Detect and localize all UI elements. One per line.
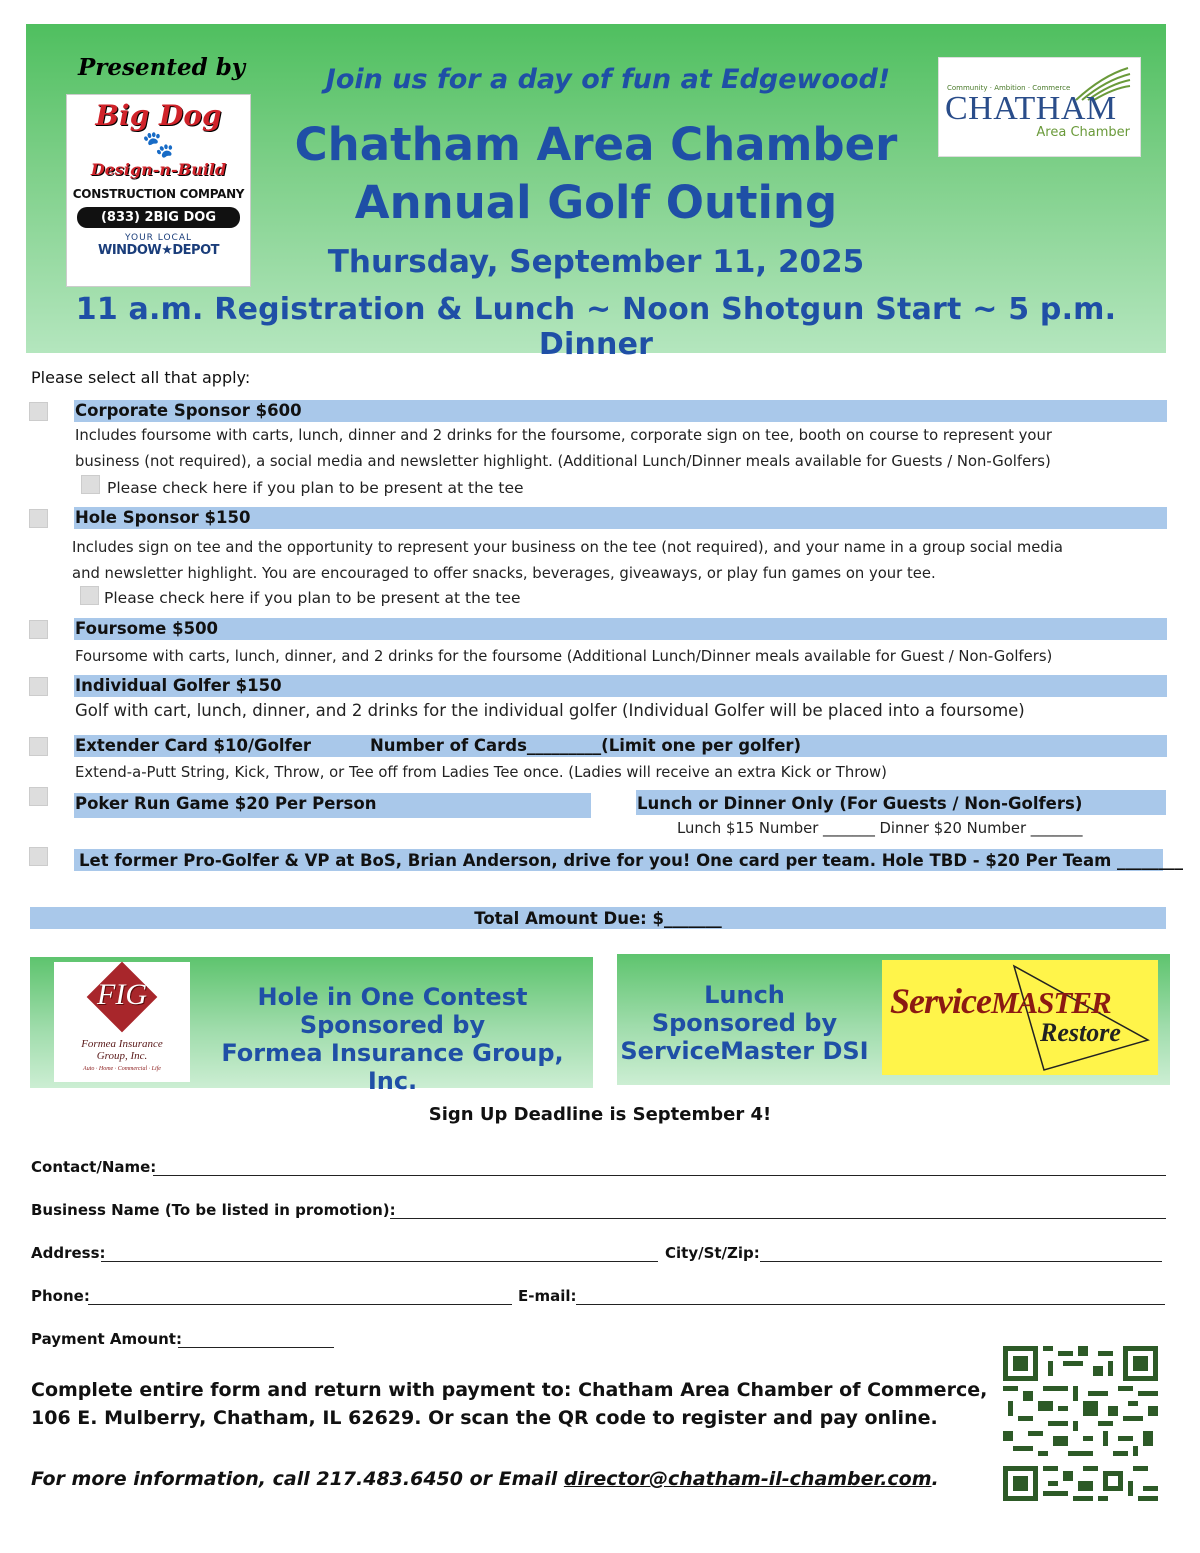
servicemaster-service: Service (890, 981, 991, 1021)
hole-desc-2: and newsletter highlight. You are encouraged to offer snacks, beverages, giveaways, or play fun games on your tee. (72, 565, 936, 582)
individual-golfer-label: Individual Golfer $150 (74, 675, 1167, 697)
big-dog-logo (66, 94, 251, 287)
hole-in-one-text (195, 983, 590, 1095)
chatham-tagline: Community · Ambition · Commerce (947, 84, 1071, 92)
return-instructions (31, 1376, 991, 1432)
hole-in-one-line-1: Hole in One Contest (257, 983, 528, 1011)
more-info (31, 1468, 939, 1490)
chatham-logo (938, 57, 1141, 157)
hole-sponsor-checkbox[interactable] (29, 509, 48, 528)
meals-only-detail[interactable]: Lunch $15 Number _______ Dinner $20 Number _______ (677, 820, 1083, 837)
extender-number-of-cards[interactable]: Number of Cards_________(Limit one per golfer) (370, 736, 802, 755)
paw-icon: 🐾 (142, 130, 175, 160)
presented-by: Presented by (78, 54, 246, 81)
corporate-sponsor-label: Corporate Sponsor $600 (74, 400, 1167, 422)
payment-amount-label: Payment Amount: (31, 1330, 182, 1348)
hole-tee-label: Please check here if you plan to be present at the tee (104, 589, 521, 607)
servicemaster-restore: Restore (1040, 1018, 1121, 1047)
address-label: Address: (31, 1244, 106, 1262)
extender-card-label: Extender Card $10/Golfer (75, 736, 312, 755)
big-dog-name: Big Dog (95, 99, 222, 132)
extender-card-checkbox[interactable] (29, 737, 48, 756)
more-info-suffix: . (931, 1468, 939, 1490)
chatham-name: CHATHAM (945, 90, 1117, 127)
address-field[interactable] (101, 1261, 658, 1262)
lunch-panel (617, 954, 1170, 1085)
hole-desc-1: Includes sign on tee and the opportunity to represent your business on the tee (not required), and your name in a group social media (72, 539, 1063, 556)
foursome-desc: Foursome with carts, lunch, dinner, and 2 drinks for the foursome (Additional Lunch/Dinner meals available for Guest / Non-Golfers) (75, 648, 1053, 665)
email-label: E-mail: (518, 1287, 577, 1305)
pro-golfer-label: Let former Pro-Golfer & VP at BoS, Brian Anderson, drive for you! One card per team. Hole TBD - $20 Per Team ________ (74, 849, 1163, 871)
more-info-text: For more information, call 217.483.6450 or Email (31, 1468, 564, 1490)
email-link[interactable]: director@chatham-il-chamber.com (563, 1468, 932, 1490)
poker-run-checkbox[interactable] (29, 787, 48, 806)
big-dog-phone: (833) 2BIG DOG (77, 207, 240, 228)
fig-sub: Auto · Home · Commercial · Life (83, 1066, 161, 1072)
lunch-line-1: Lunch (704, 981, 785, 1009)
servicemaster-logo (882, 960, 1158, 1075)
meals-only-label: Lunch or Dinner Only (For Guests / Non-Golfers) (636, 790, 1166, 815)
big-dog-company: CONSTRUCTION COMPANY (72, 187, 245, 201)
event-date: Thursday, September 11, 2025 (327, 244, 865, 280)
lunch-text (617, 981, 872, 1065)
hole-in-one-line-3: Formea Insurance Group, Inc. (221, 1039, 564, 1095)
servicemaster-wordmark (890, 980, 1111, 1022)
phone-field[interactable] (88, 1304, 512, 1305)
lunch-line-3: ServiceMaster DSI (620, 1037, 869, 1065)
corporate-sponsor-checkbox[interactable] (29, 402, 48, 421)
foursome-label: Foursome $500 (74, 618, 1167, 640)
fig-letters: FIG (97, 978, 147, 1011)
form-intro: Please select all that apply: (31, 368, 251, 387)
title-line-2: Annual Golf Outing (354, 176, 838, 229)
corporate-desc-2: business (not required), a social media and newsletter highlight. (Additional Lunch/Dinner meals available for Guests / Non-Golfers) (75, 453, 1051, 470)
city-label: City/St/Zip: (665, 1244, 760, 1262)
title-line-1: Chatham Area Chamber (294, 118, 898, 171)
business-name-label-text: Business Name (To be listed in promotion): (31, 1201, 396, 1219)
phone-label: Phone: (31, 1287, 90, 1305)
hole-in-one-panel (30, 957, 593, 1095)
chatham-area: Area Chamber (1036, 125, 1130, 140)
servicemaster-master: MASTER (990, 985, 1111, 1020)
big-dog-local: YOUR LOCAL (124, 233, 193, 243)
foursome-checkbox[interactable] (29, 620, 48, 639)
header-banner (26, 24, 1166, 362)
hole-sponsor-label: Hole Sponsor $150 (74, 507, 1167, 529)
window-depot: WINDOW★DEPOT (97, 243, 219, 258)
tagline: Join us for a day of fun at Edgewood! (325, 64, 891, 95)
hole-tee-checkbox[interactable] (80, 586, 99, 605)
return-line-1: Complete entire form and return with payment to: Chatham Area Chamber of Commerce, (31, 1379, 988, 1401)
pro-golfer-checkbox[interactable] (29, 847, 48, 866)
extender-desc: Extend-a-Putt String, Kick, Throw, or Tee off from Ladies Tee once. (Ladies will receive an extra Kick or Throw) (75, 764, 887, 781)
extender-card-bar (74, 735, 1167, 757)
corporate-desc-1: Includes foursome with carts, lunch, dinner and 2 drinks for the foursome, corporate sign on tee, booth on course to represent your (75, 427, 1052, 444)
business-name-label (31, 1201, 396, 1219)
corporate-tee-checkbox[interactable] (81, 475, 100, 494)
fig-logo (54, 962, 190, 1082)
lunch-line-2: Sponsored by (651, 1009, 838, 1037)
contact-name-field[interactable] (153, 1175, 1166, 1176)
total-amount-due[interactable]: Total Amount Due: $_______ (30, 907, 1166, 929)
poker-run-label: Poker Run Game $20 Per Person (74, 793, 591, 818)
corporate-tee-label: Please check here if you plan to be present at the tee (107, 479, 524, 497)
signup-deadline: Sign Up Deadline is September 4! (428, 1104, 772, 1125)
individual-golfer-checkbox[interactable] (29, 677, 48, 696)
payment-amount-field[interactable] (178, 1347, 334, 1348)
return-line-2: 106 E. Mulberry, Chatham, IL 62629. Or scan the QR code to register and pay online. (31, 1407, 938, 1429)
hole-in-one-line-2: Sponsored by (299, 1011, 486, 1039)
big-dog-subtitle: Design-n-Build (90, 160, 227, 179)
individual-desc: Golf with cart, lunch, dinner, and 2 drinks for the individual golfer (Individual Golfer will be placed into a foursome) (75, 701, 1025, 720)
event-schedule: 11 a.m. Registration & Lunch ~ Noon Shotgun Start ~ 5 p.m. Dinner (75, 292, 1117, 362)
email-field[interactable] (576, 1304, 1165, 1305)
fig-name: Formea Insurance Group, Inc. (81, 1038, 163, 1062)
business-name-field[interactable] (390, 1218, 1166, 1219)
page-title (266, 116, 926, 232)
city-field[interactable] (760, 1261, 1162, 1262)
contact-name-label: Contact/Name: (31, 1158, 157, 1176)
qr-code-icon[interactable] (1003, 1346, 1158, 1501)
